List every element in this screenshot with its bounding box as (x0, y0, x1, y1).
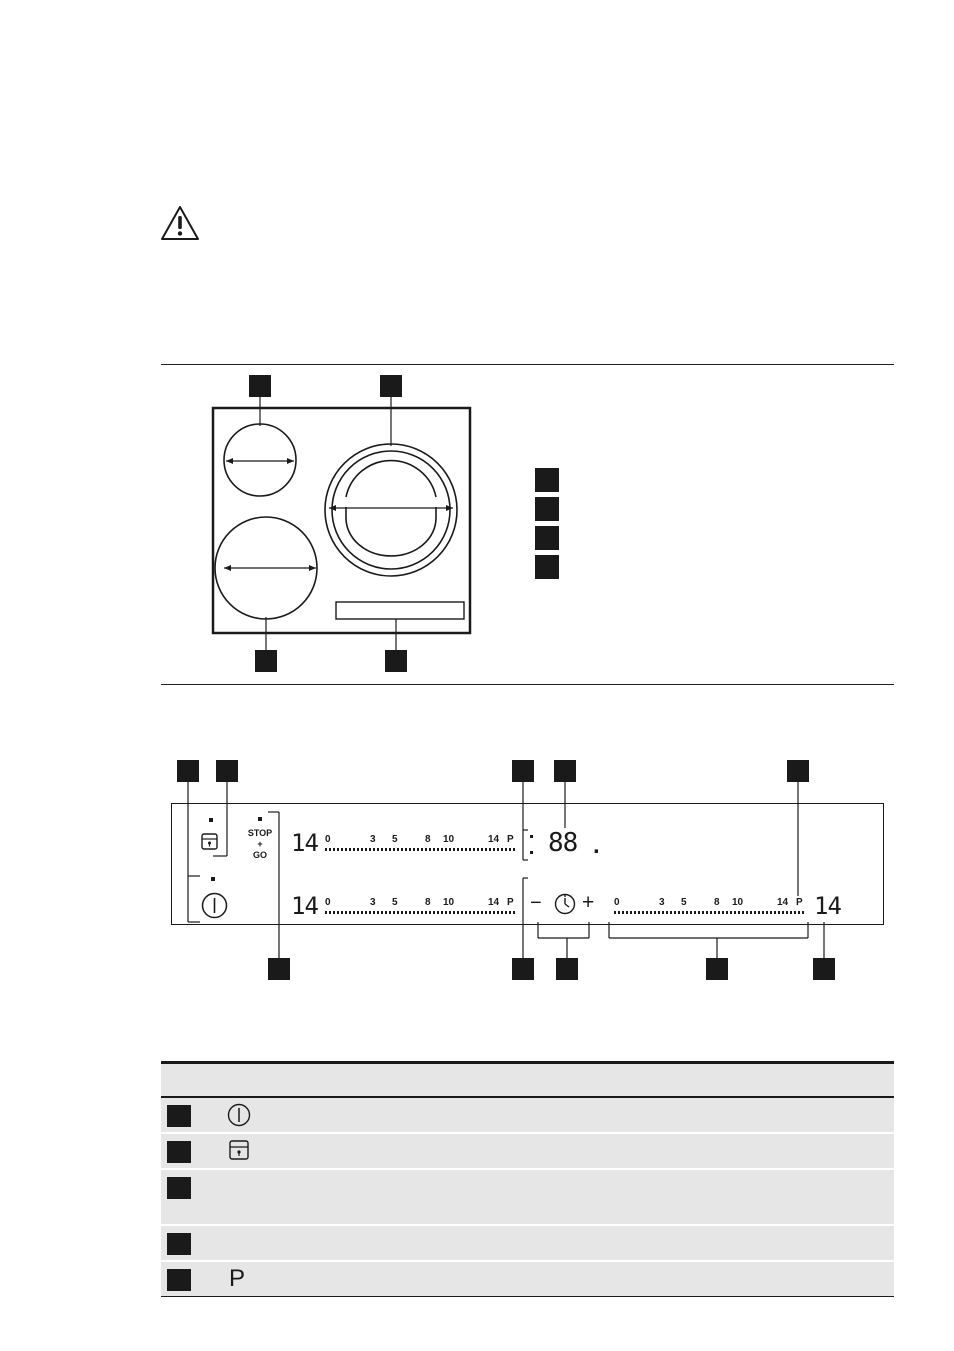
power-icon[interactable] (201, 892, 228, 919)
power-scale-1[interactable] (323, 834, 518, 854)
scale-label: 8 (425, 834, 431, 845)
lock-indicator-dot (209, 818, 213, 822)
power-boost-symbol: P (229, 1265, 246, 1292)
timer-dot: . (593, 832, 600, 859)
scale-label: 10 (443, 897, 455, 908)
slider-track[interactable] (325, 848, 515, 851)
scale-label: 0 (325, 834, 331, 845)
scale-label: 3 (659, 897, 665, 908)
zone-display-1: 14 (291, 829, 318, 857)
parts-table (161, 1061, 894, 1297)
scale-label: 10 (443, 834, 455, 845)
table-row (161, 1097, 894, 1133)
timer-minus-button[interactable]: − (530, 892, 542, 914)
table-row (161, 1225, 894, 1261)
timer-plus-button[interactable]: + (582, 891, 595, 914)
go-label: GO (252, 850, 267, 860)
power-scale-2[interactable] (323, 897, 518, 917)
scale-label: 8 (714, 897, 720, 908)
stop-label: STOP (247, 828, 273, 838)
lock-icon[interactable] (201, 833, 218, 850)
scale-label: 0 (325, 897, 331, 908)
scale-label: 14 (777, 897, 789, 908)
scale-label: 5 (392, 834, 398, 845)
scale-label: 5 (681, 897, 687, 908)
scale-label: P (796, 897, 803, 908)
row-number-badge (167, 1141, 191, 1163)
row-number-badge (167, 1233, 191, 1255)
power-indicator-dot (211, 877, 215, 881)
power-icon (227, 1103, 251, 1127)
timer-indicator-dots (530, 835, 533, 855)
table-row (161, 1261, 894, 1297)
table-header-row (161, 1063, 894, 1098)
scale-label: 0 (614, 897, 620, 908)
slider-track[interactable] (325, 911, 515, 914)
timer-icon[interactable] (554, 893, 576, 915)
zone-display-3: 14 (814, 892, 841, 920)
scale-label: P (507, 897, 514, 908)
scale-label: P (507, 834, 514, 845)
scale-label: 10 (732, 897, 744, 908)
scale-label: 3 (370, 897, 376, 908)
scale-label: 14 (488, 834, 500, 845)
row-number-badge (167, 1269, 191, 1291)
row-number-badge (167, 1105, 191, 1127)
zone-display-2: 14 (291, 892, 318, 920)
power-scale-3[interactable] (612, 897, 807, 917)
stop-go-plus-label: + (257, 839, 263, 849)
lock-icon (229, 1140, 249, 1160)
scale-label: 5 (392, 897, 398, 908)
stopgo-indicator-dot (258, 817, 262, 821)
scale-label: 3 (370, 834, 376, 845)
timer-display: 88 (548, 828, 578, 858)
table-row (161, 1169, 894, 1225)
scale-label: 14 (488, 897, 500, 908)
row-number-badge (167, 1177, 191, 1199)
scale-label: 8 (425, 897, 431, 908)
stop-go-button[interactable] (240, 828, 280, 861)
slider-track[interactable] (614, 911, 804, 914)
table-row (161, 1133, 894, 1169)
